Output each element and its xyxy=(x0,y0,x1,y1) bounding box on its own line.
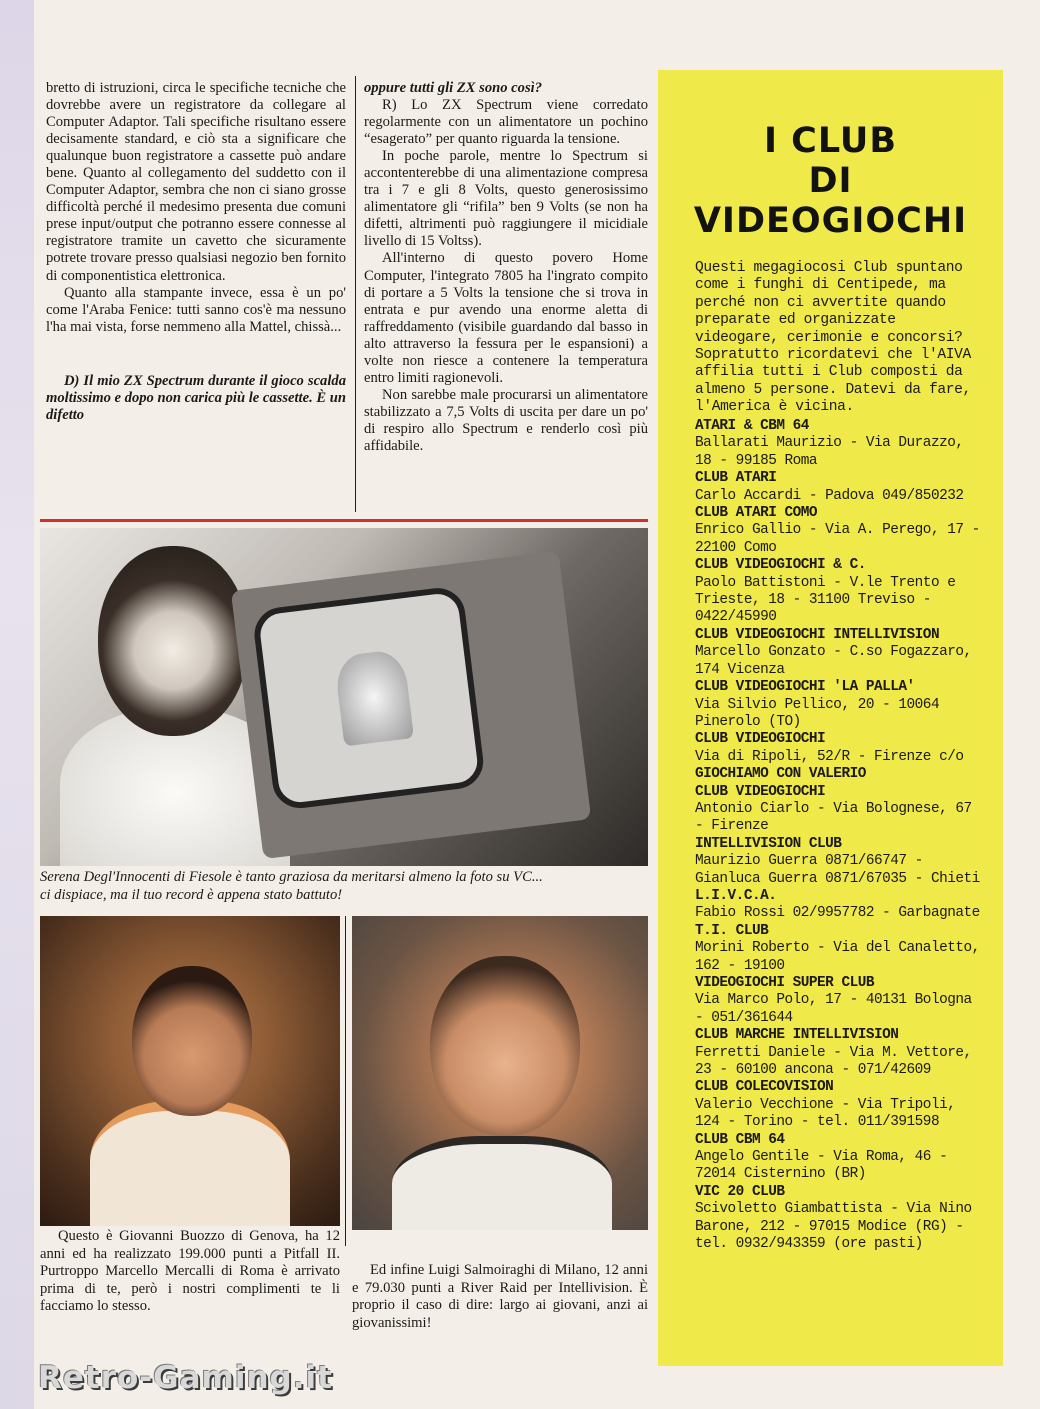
television-set xyxy=(231,551,591,859)
article-column-1 xyxy=(46,80,346,424)
photo-girl-with-tv xyxy=(40,528,648,866)
club-info: Maurizio Guerra 0871/66747 - Gianluca Guerra 0871/67035 - Chieti xyxy=(695,853,980,887)
club-name: VIDEOGIOCHI SUPER CLUB xyxy=(695,975,874,991)
club-name: CLUB COLECOVISION xyxy=(695,1079,834,1096)
sidebar-title-line-3: VIDEOGIOCHI xyxy=(693,201,968,241)
page-margin-strip xyxy=(0,0,34,1409)
article-column-2 xyxy=(364,80,648,455)
club-info: Via Silvio Pellico, 20 - 10064 Pinerolo (TO) xyxy=(695,696,940,730)
main-caption-line-2: ci dispiace, ma il tuo record è appena stato battuto! xyxy=(40,886,343,903)
photo-divider xyxy=(345,916,346,1246)
club-entry xyxy=(695,1184,987,1254)
club-entry xyxy=(695,731,987,766)
club-info: Carlo Accardi - Padova 049/850232 xyxy=(695,487,964,504)
club-info: Marcello Gonzato - C.so Fogazzaro, 174 Vicenza xyxy=(695,644,972,678)
red-divider-line xyxy=(40,519,648,522)
club-name: CLUB VIDEOGIOCHI xyxy=(695,783,826,800)
boy1-figure-body xyxy=(90,1101,290,1226)
club-info: Angelo Gentile - Via Roma, 46 - 72014 Cisternino (BR) xyxy=(695,1149,948,1183)
club-entry xyxy=(695,1027,987,1079)
club-entry xyxy=(695,505,987,557)
club-entry xyxy=(695,923,987,975)
col2-question-end: oppure tutti gli ZX sono così? xyxy=(364,80,542,96)
club-name: CLUB VIDEOGIOCHI INTELLIVISION xyxy=(695,626,940,643)
television-screen xyxy=(251,585,486,811)
right-photo-caption: Ed infine Luigi Salmoiraghi di Milano, 12 anni e 79.030 punti a River Raid per Intellivision. È proprio il caso di dire: largo ai giovani, anzi ai giovanissimi! xyxy=(352,1262,648,1331)
sidebar-title-line-2: DI xyxy=(808,161,853,201)
club-info: Antonio Ciarlo - Via Bolognese, 67 - Firenze xyxy=(695,800,972,835)
game-graphic xyxy=(334,649,414,747)
col2-paragraph-2: In poche parole, mentre lo Spectrum si accontenterebbe di una alimentazione compresa tra i 7 e gli 8 Volts, questo generosissimo alimentatore gli “rifila” ben 9 Volts (se non ha difetti, altrimenti può raggiungere il micidiale livello di 15 Voltss). xyxy=(364,148,648,250)
club-name: L.I.V.C.A. xyxy=(695,887,777,904)
boy2-figure-body xyxy=(392,1136,612,1230)
girl-figure-head xyxy=(98,546,248,736)
clubs-sidebar xyxy=(658,70,1003,1366)
boy2-figure-head xyxy=(430,956,580,1136)
club-name: CLUB ATARI COMO xyxy=(695,505,818,522)
photo-boy-giovanni xyxy=(40,916,340,1226)
site-watermark: Retro-Gaming.it xyxy=(38,1360,333,1396)
club-entry xyxy=(695,766,987,783)
club-name: ATARI & CBM 64 xyxy=(695,418,809,434)
club-entry xyxy=(695,418,987,470)
main-photo-caption xyxy=(40,869,650,904)
left-photo-caption: Questo è Giovanni Buozzo di Genova, ha 12 anni ed ha realizzato 199.000 punti a Pitfall II. Purtroppo Marcello Mercalli di Roma è arrivato prima di te, però i nostri complimenti te li facciamo lo stesso. xyxy=(40,1228,340,1314)
club-name: CLUB ATARI xyxy=(695,470,777,487)
sidebar-intro-paragraph-2: Sopratutto ricordatevi che l'AIVA affilia tutti i Club composti da almeno 5 persone. Datevi da fare, l'America è vicina. xyxy=(695,347,971,416)
club-name: GIOCHIAMO CON VALERIO xyxy=(695,766,866,783)
club-name: CLUB CBM 64 xyxy=(695,1131,785,1148)
column-divider xyxy=(355,76,356,512)
club-name: CLUB VIDEOGIOCHI & C. xyxy=(695,557,866,574)
boy1-figure-head xyxy=(132,966,252,1116)
club-name: CLUB MARCHE INTELLIVISION xyxy=(695,1027,899,1044)
club-info: Via di Ripoli, 52/R - Firenze c/o xyxy=(695,748,964,765)
col1-paragraph-2: Quanto alla stampante invece, essa è un po' come l'Araba Fenice: tutti sanno cos'è ma nessuno l'ha mai vista, forse nemmeno alla Mattel, chissà... xyxy=(46,284,346,335)
club-name: CLUB VIDEOGIOCHI 'LA PALLA' xyxy=(695,679,915,696)
club-entry xyxy=(695,784,987,836)
club-entry xyxy=(695,557,987,627)
club-entry xyxy=(695,1079,987,1131)
club-name: T.I. CLUB xyxy=(695,922,769,939)
club-entry xyxy=(695,627,987,679)
club-info: Ballarati Maurizio - Via Durazzo, 18 - 99185 Roma xyxy=(695,435,964,469)
club-entry xyxy=(695,1132,987,1184)
club-info: Valerio Vecchione - Via Tripoli, 124 - Torino - tel. 011/391598 xyxy=(695,1096,956,1131)
club-entry xyxy=(695,679,987,731)
club-name: VIC 20 CLUB xyxy=(695,1183,785,1200)
club-name: INTELLIVISION CLUB xyxy=(695,835,842,852)
col1-paragraph-1: bretto di istruzioni, circa le specifiche tecniche che dovrebbe avere un registratore da collegare al Computer Adaptor. Tali specifiche risultano essere decisamente standard, e ciò sta a significare che qualunque buon registratore a cassette può andare bene. Quanto al collegamento del suddetto con il Computer Adaptor, sembra che non ci siano grosse difficoltà perché il medesimo presenta due comuni prese input/output che potranno essere connesse al registratore tramite un cavetto che sicuramente potrete trovare presso qualsiasi negozio ben fornito di componentistica elettronica. xyxy=(46,80,346,284)
main-caption-line-1: Serena Degl'Innocenti di Fiesole è tanto graziosa da meritarsi almeno la foto su VC... xyxy=(40,869,543,885)
club-info: Fabio Rossi 02/9957782 - Garbagnate xyxy=(695,905,980,922)
club-info: Paolo Battistoni - V.le Trento e Trieste, 18 - 31100 Treviso - 0422/45990 xyxy=(695,574,956,626)
club-info: Ferretti Daniele - Via M. Vettore, 23 - 60100 ancona - 071/42609 xyxy=(695,1044,972,1079)
col1-question: D) Il mio ZX Spectrum durante il gioco scalda moltissimo e dopo non carica più le cassette. È un difetto xyxy=(46,372,346,423)
club-info: Scivoletto Giambattista - Via Nino Barone, 212 - 97015 Modice (RG) - tel. 0932/943359 (ore pasti) xyxy=(695,1201,972,1253)
club-entry xyxy=(695,470,987,505)
club-info: Via Marco Polo, 17 - 40131 Bologna - 051/361644 xyxy=(695,992,972,1026)
col2-paragraph-1: R) Lo ZX Spectrum viene corredato regolarmente con un alimentatore un pochino “esagerato” per quanto riguarda la tensione. xyxy=(364,97,648,148)
club-info: Morini Roberto - Via del Canaletto, 162 - 19100 xyxy=(695,940,980,974)
club-info: Enrico Gallio - Via A. Perego, 17 - 22100 Como xyxy=(695,522,980,556)
club-list xyxy=(695,418,987,1254)
club-entry xyxy=(695,975,987,1027)
sidebar-intro xyxy=(695,260,981,417)
club-entry xyxy=(695,888,987,923)
club-entry xyxy=(695,836,987,888)
col2-paragraph-4: Non sarebbe male procurarsi un alimentatore stabilizzato a 7,5 Volts di uscita per dare un po' di respiro allo Spectrum e renderlo così più affidabile. xyxy=(364,386,648,454)
club-name: CLUB VIDEOGIOCHI xyxy=(695,731,826,748)
sidebar-intro-paragraph-1: Questi megagiocosi Club spuntano come i funghi di Centipede, ma perché non ci avvertite quando preparate ed organizzate videogare, cerimonie e concorsi? xyxy=(695,260,963,346)
photo-boy-luigi xyxy=(352,916,648,1230)
col2-paragraph-3: All'interno di questo povero Home Computer, l'integrato 7805 ha l'ingrato compito di portare a 5 Volts la tensione che si trova in entrata e pur avendo una enorme aletta di raffreddamento (visibile guardando dal basso in alto attraverso la fessura per le espansioni) a volte non riesce a contenere la temperatura entro limiti ragionevoli. xyxy=(364,250,648,386)
sidebar-title-line-1: I CLUB xyxy=(763,121,898,161)
